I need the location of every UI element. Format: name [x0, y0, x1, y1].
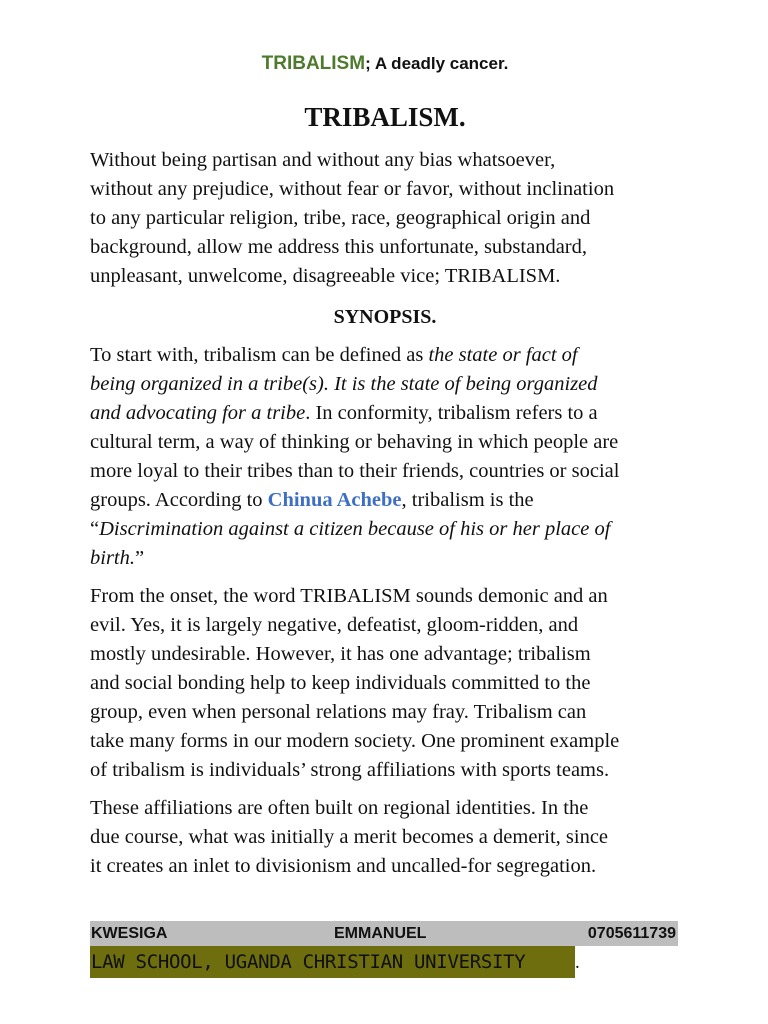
document-title: TRIBALISM.	[304, 102, 466, 132]
intro-paragraph	[90, 146, 682, 291]
intro-line: without any prejudice, without fear or favor, without inclination	[90, 178, 615, 200]
page-header	[90, 52, 680, 76]
document-page	[90, 0, 680, 1024]
definition-paragraph	[90, 341, 682, 573]
definition-line	[90, 399, 682, 428]
affiliation-line: These affiliations are often built on regional identities. In the	[90, 797, 589, 819]
affiliation-paragraph	[90, 794, 682, 881]
definition-line	[90, 341, 682, 370]
author-surname: KWESIGA	[91, 925, 168, 942]
header-subtitle: ; A deadly cancer.	[365, 54, 509, 73]
onset-line: evil. Yes, it is largely negative, defeatist, gloom-ridden, and	[90, 614, 579, 636]
organization-name: LAW SCHOOL, UGANDA CHRISTIAN UNIVERSITY	[90, 946, 575, 978]
author-footer-bar	[90, 921, 678, 946]
organization-footer	[90, 946, 580, 978]
onset-line: From the onset, the word TRIBALISM sounds demonic and an	[90, 585, 608, 607]
definition-line	[90, 486, 682, 515]
intro-line: to any particular religion, tribe, race, geographical origin and	[90, 207, 591, 229]
affiliation-line: it creates an inlet to divisionism and uncalled-for segregation.	[90, 855, 597, 877]
intro-line: background, allow me address this unfortunate, substandard,	[90, 236, 588, 258]
definition-quote: Discrimination against a citizen because of his or her place of	[99, 518, 611, 540]
definition-text: , tribalism is the	[401, 489, 534, 511]
onset-paragraph	[90, 582, 682, 785]
author-phone: 0705611739	[587, 925, 676, 942]
chinua-achebe-link[interactable]: Chinua Achebe	[267, 489, 402, 511]
definition-line	[90, 370, 682, 399]
definition-line: cultural term, a way of thinking or behaving in which people are	[90, 431, 619, 453]
onset-line: and social bonding help to keep individuals committed to the	[90, 672, 591, 694]
onset-line: of tribalism is individuals’ strong affiliations with sports teams.	[90, 759, 610, 781]
intro-line: Without being partisan and without any bias whatsoever,	[90, 149, 556, 171]
quote-open: “	[90, 518, 100, 540]
onset-line: mostly undesirable. However, it has one advantage; tribalism	[90, 643, 591, 665]
definition-text: To start with, tribalism can be defined as	[90, 344, 429, 366]
definition-quote: birth.	[90, 547, 135, 569]
definition-line	[90, 544, 682, 573]
definition-text: groups. According to	[90, 489, 268, 511]
organization-period: .	[575, 952, 580, 973]
header-brand: TRIBALISM	[261, 53, 366, 74]
definition-italic: being organized in a tribe(s). It is the state of being organized	[90, 373, 598, 395]
intro-line: unpleasant, unwelcome, disagreeable vice; TRIBALISM.	[90, 265, 561, 287]
definition-text: . In conformity, tribalism refers to a	[305, 402, 598, 424]
synopsis-heading: SYNOPSIS.	[333, 306, 437, 328]
quote-close: ”	[135, 547, 145, 569]
onset-line: take many forms in our modern society. One prominent example	[90, 730, 620, 752]
affiliation-line: due course, what was initially a merit becomes a demerit, since	[90, 826, 609, 848]
onset-line: group, even when personal relations may fray. Tribalism can	[90, 701, 587, 723]
definition-italic: the state or fact of	[428, 344, 578, 366]
definition-italic: and advocating for a tribe	[90, 402, 306, 424]
definition-line	[90, 515, 682, 544]
definition-line: more loyal to their tribes than to their friends, countries or social	[90, 460, 620, 482]
author-given-name: EMMANUEL	[334, 925, 427, 942]
